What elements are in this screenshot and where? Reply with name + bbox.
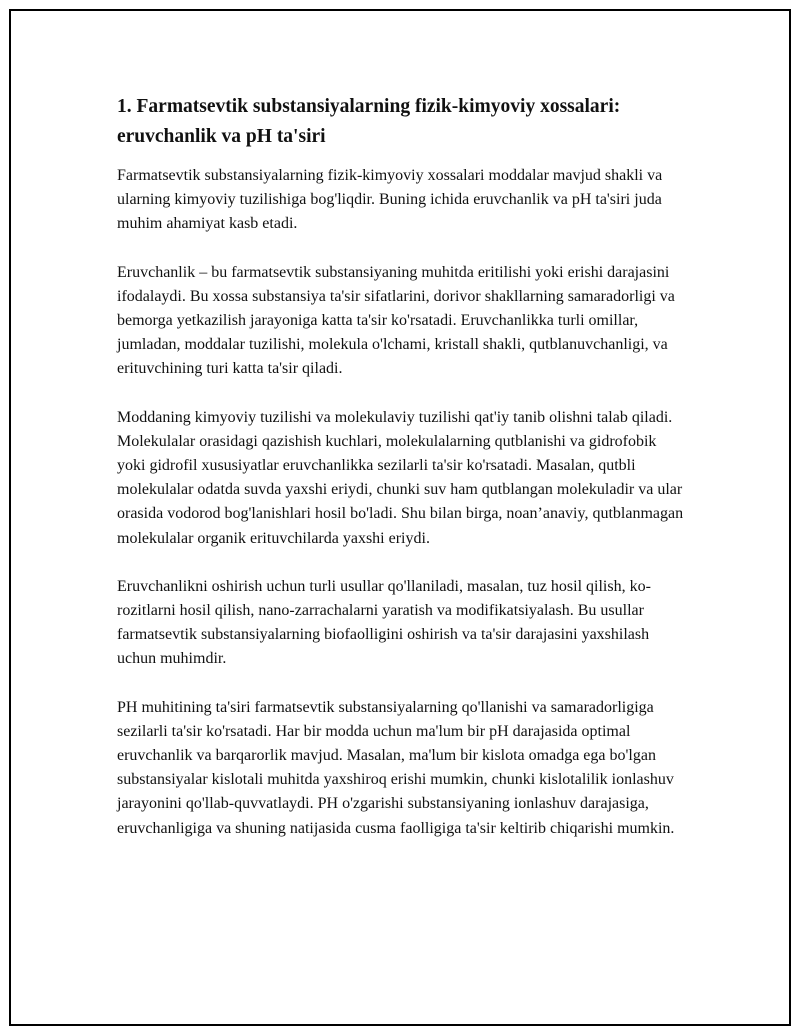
paragraph-ph: PH muhitining ta'siri farmatsevtik substansiyalarning qo'llanishi va samaradorligiga sezilarli ta'sir ko'rsatadi. Har bir modda uchun ma'lum bir pH darajasida optimal eruvchanlik va barqarorlik mavjud. Masalan, ma'lum bir kislota omadga ega bo'lgan substansiyalar kislotali muhitda yaxshiroq erishi mumkin, chunki kislotalilik ionlashuv jarayonini qo'llab-quvvatlaydi. PH o'zgarishi substansiyaning ionlashuv darajasiga, eruvchanligiga va shuning natijasida cusma faolligiga ta'sir keltirib chiqarishi mumkin. — [117, 698, 675, 837]
paragraph-structure: Moddaning kimyoviy tuzilishi va molekulaviy tuzilishi qat'iy tanib olishni talab qiladi. Molekulalar orasidagi qazishish kuchlari, molekulalarning qutblanishi va gidrofobik yoki gidrofil xususiyatlar eruvchanlikka sezilarli ta'sir ko'rsatadi. Masalan, qutbli molekulalar odatda suvda yaxshi eriydi, chunki suv ham qutblangan molekuladir va ular orasida vodorod bog'lanishlari hosil bo'ladi. Shu bilan birga, noan’anaviy, qutblanmagan molekulalar organik erituvchilarda yaxshi eriydi. — [117, 408, 684, 547]
paragraph-solubility: Eruvchanlik – bu farmatsevtik substansiyaning muhitda eritilishi yoki erishi darajasini ifodalaydi. Bu xossa substansiya ta'sir sifatlarini, dorivor shakllarning samaradorligi va bemorga yetkazilish jarayoniga katta ta'sir ko'rsatadi. Eruvchanlikka turli omillar, jumladan, moddalar tuzilishi, molekula o'lchami, kristall shakli, qutblanuvchanligi, va erituvchining turi katta ta'sir qiladi. — [117, 263, 675, 378]
document-body — [117, 92, 687, 841]
paragraph-methods: Eruvchanlikni oshirish uchun turli usullar qo'llaniladi, masalan, tuz hosil qilish, ko-rozitlarni hosil qilish, nano-zarrachalarni yaratish va modifikatsiyalash. Bu usullar farmatsevtik substansiyalarning biofaolligini oshirish va ta'sir darajasini yaxshilash uchun muhimdir. — [117, 577, 651, 668]
paragraph-intro: Farmatsevtik substansiyalarning fizik-kimyoviy xossalari moddalar mavjud shakli va ularning kimyoviy tuzilishiga bog'liqdir. Buning ichida eruvchanlik va pH ta'siri juda muhim ahamiyat kasb etadi. — [117, 167, 663, 233]
section-title: 1. Farmatsevtik substansiyalarning fizik-kimyoviy xossalari: eruvchanlik va pH ta'siri — [117, 96, 621, 147]
